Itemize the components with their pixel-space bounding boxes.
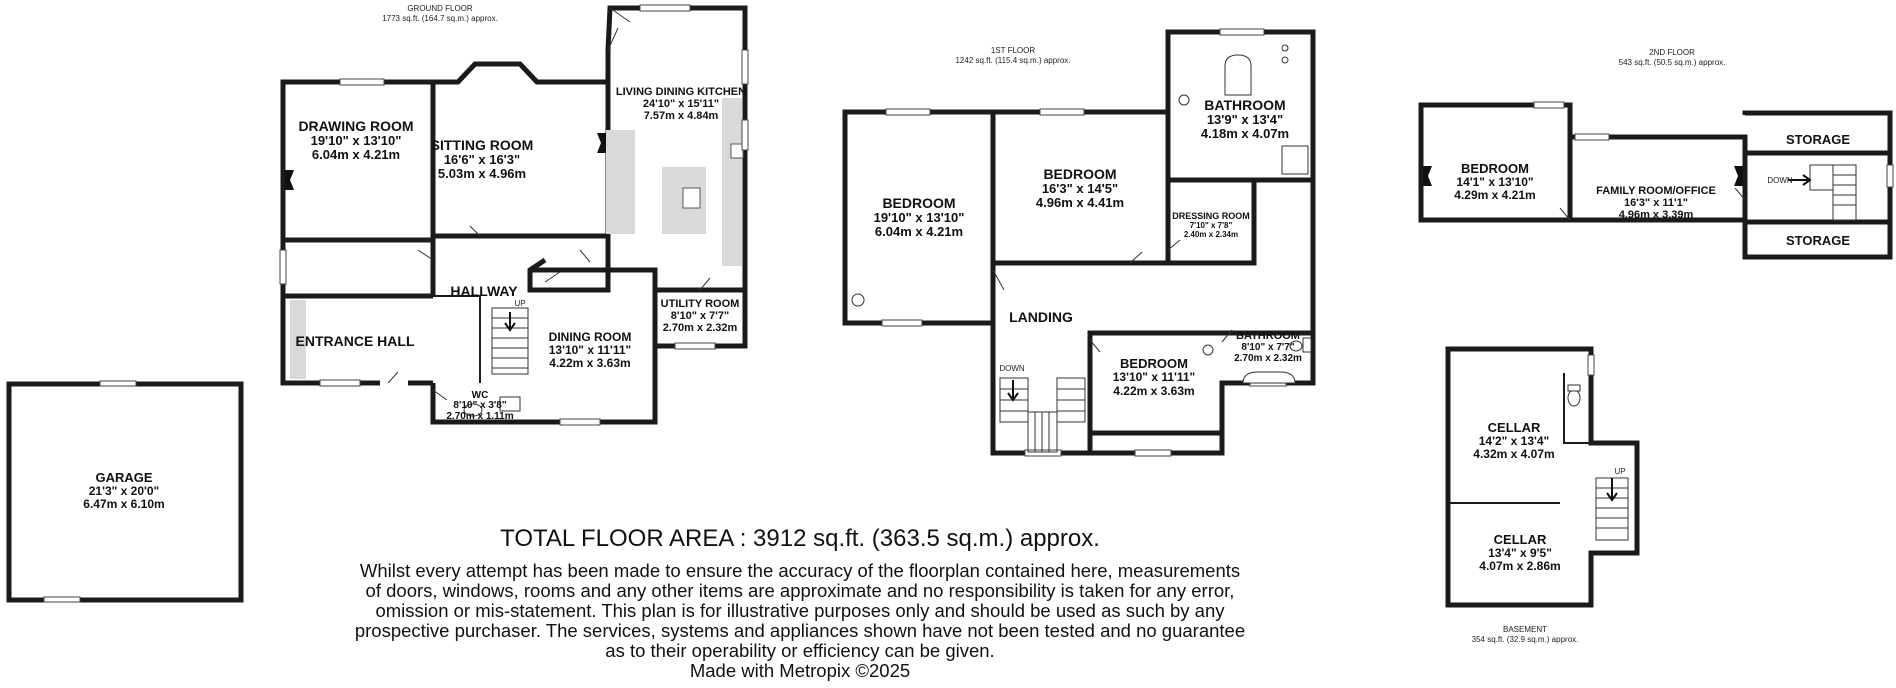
dining-room-imperial: 13'10" x 11'11" (548, 343, 632, 357)
first-floor-name: 1ST FLOOR (990, 46, 1036, 55)
utility-room-name: UTILITY ROOM (660, 298, 740, 310)
ground-stairs (492, 299, 528, 374)
bedroom-2-metric: 4.29m x 4.21m (1454, 188, 1536, 202)
family-room-name: FAMILY ROOM/OFFICE (1596, 185, 1716, 197)
storage-bottom-name: STORAGE (1785, 233, 1851, 248)
family-room-imperial: 16'3" x 11'1" (1624, 197, 1688, 209)
sitting-room-name: SITTING ROOM (430, 137, 534, 153)
dressing-room-imperial: 7'10" x 7'8" (1189, 221, 1233, 230)
bedroom-1c-name: BEDROOM (1120, 356, 1188, 371)
cellar-2-name: CELLAR (1493, 532, 1547, 547)
sitting-room-metric: 5.03m x 4.96m (437, 166, 527, 181)
bathroom-1b-metric: 2.70m x 2.32m (1234, 353, 1302, 364)
total-floor-area: TOTAL FLOOR AREA : 3912 sq.ft. (363.5 sq.m.) approx. (500, 525, 1100, 552)
family-room-metric: 4.96m x 3.39m (1618, 209, 1694, 221)
bedroom-1c-metric: 4.22m x 3.63m (1113, 384, 1195, 398)
bathroom-1a-name: BATHROOM (1204, 97, 1286, 113)
second-floor-area: 543 sq.ft. (50.5 sq.m.) approx. (1618, 58, 1726, 67)
dining-room-metric: 4.22m x 3.63m (549, 356, 631, 370)
second-floor-name: 2ND FLOOR (1649, 48, 1695, 57)
bedroom-2-imperial: 14'1" x 13'10" (1456, 175, 1534, 189)
bedroom-1a-name: BEDROOM (882, 195, 956, 211)
bathroom-1a-imperial: 13'9" x 13'4" (1206, 112, 1284, 127)
garage-imperial: 21'3" x 20'0" (88, 484, 160, 498)
first-floor-area: 1242 sq.ft. (115.4 sq.m.) approx. (955, 56, 1071, 65)
second-floor (1421, 48, 1893, 257)
second-stairs-down-label: DOWN (1767, 176, 1793, 185)
first-stairs-down-label: DOWN (999, 364, 1025, 373)
basement-area: 354 sq.ft. (32.9 sq.m.) approx. (1471, 635, 1579, 644)
bathroom-1b-imperial: 8'10" x 7'7" (1241, 342, 1295, 353)
garage-metric: 6.47m x 6.10m (83, 497, 165, 511)
second-floor-stairs (1767, 165, 1856, 220)
living-kitchen-metric: 7.57m x 4.84m (643, 110, 719, 122)
garage-name: GARAGE (95, 470, 153, 485)
first-floor-stairs (999, 364, 1085, 452)
hallway-name: HALLWAY (450, 283, 518, 299)
cellar-1-imperial: 14'2" x 13'4" (1478, 434, 1550, 448)
ground-floor (280, 4, 748, 425)
cellar-2-metric: 4.07m x 2.86m (1479, 559, 1561, 573)
ground-floor-area: 1773 sq.ft. (164.7 sq.m.) approx. (382, 14, 498, 23)
bedroom-2-name: BEDROOM (1461, 161, 1529, 176)
bedroom-1b-name: BEDROOM (1043, 166, 1117, 182)
basement-stairs-up-label: UP (1614, 467, 1626, 476)
ground-floor-name: GROUND FLOOR (407, 4, 473, 13)
bathroom-1b-name: BATHROOM (1236, 330, 1300, 342)
bedroom-1c-imperial: 13'10" x 11'11" (1112, 370, 1196, 384)
landing-name: LANDING (1009, 309, 1073, 325)
drawing-room-imperial: 19'10" x 13'10" (310, 133, 402, 148)
basement-name: BASEMENT (1502, 625, 1548, 634)
storage-top-name: STORAGE (1785, 132, 1851, 147)
living-kitchen-imperial: 24'10" x 15'11" (642, 98, 720, 110)
footer (350, 525, 1250, 681)
garage (9, 381, 241, 602)
utility-room-metric: 2.70m x 2.32m (662, 322, 738, 334)
basement (1448, 349, 1637, 644)
dressing-room-metric: 2.40m x 2.34m (1183, 230, 1239, 239)
living-kitchen-name: LIVING DINING KITCHEN (615, 86, 747, 98)
cellar-1-name: CELLAR (1487, 420, 1541, 435)
wc-name: WC (471, 390, 489, 401)
first-floor (845, 29, 1313, 456)
bedroom-1b-metric: 4.96m x 4.41m (1035, 195, 1125, 210)
sitting-room-imperial: 16'6" x 16'3" (443, 152, 521, 167)
bedroom-1a-metric: 6.04m x 4.21m (874, 224, 964, 239)
drawing-room-name: DRAWING ROOM (298, 118, 414, 134)
disclaimer: Whilst every attempt has been made to ensure the accuracy of the floorplan contained here, measurements of doors, windows, rooms and any other items are approximate and no responsibility is taken for any error, omission or mis-statement. This plan is for illustrative purposes only and should be used as such by any prospective purchaser. The services, systems and appliances shown have not been tested and no guarantee as to their operability or efficiency can be given. (354, 560, 1246, 661)
utility-room-imperial: 8'10" x 7'7" (670, 310, 730, 322)
drawing-room-metric: 6.04m x 4.21m (311, 147, 401, 162)
dining-room-name: DINING ROOM (548, 330, 632, 344)
bedroom-1b-imperial: 16'3" x 14'5" (1041, 181, 1119, 196)
cellar-1-metric: 4.32m x 4.07m (1473, 447, 1555, 461)
dressing-room-name: DRESSING ROOM (1172, 211, 1250, 221)
made-with-credit: Made with Metropix ©2025 (689, 660, 911, 681)
wc-metric: 2.70m x 1.11m (446, 411, 514, 422)
entrance-hall-name: ENTRANCE HALL (295, 333, 415, 349)
wc-imperial: 8'10" x 3'8" (453, 400, 507, 411)
bathroom-1a-metric: 4.18m x 4.07m (1200, 126, 1290, 141)
bedroom-1a-imperial: 19'10" x 13'10" (873, 210, 965, 225)
ground-stairs-up-label: UP (514, 299, 526, 308)
basement-stairs (1596, 467, 1628, 540)
cellar-2-imperial: 13'4" x 9'5" (1488, 546, 1552, 560)
